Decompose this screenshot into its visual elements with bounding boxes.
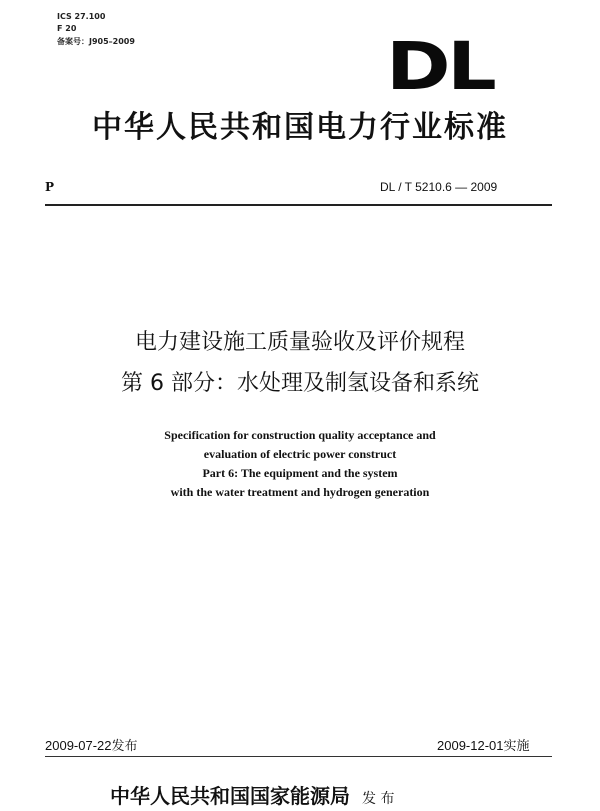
english-title-line-4: with the water treatment and hydrogen generation (170, 485, 430, 499)
chinese-title-line-2: 第 6 部分：水处理及制氢设备和系统 (121, 371, 479, 396)
ics-code: ICS 27.100 (57, 12, 106, 21)
classification-code: F 20 (57, 24, 77, 33)
footer-divider (45, 756, 552, 757)
english-title-line-2: evaluation of electric power construct (203, 447, 397, 461)
publish-date: 2009-07-22发布 (45, 738, 138, 753)
issuer-action: 发 布 (362, 791, 395, 807)
english-title-line-3: Part 6: The equipment and the system (202, 466, 398, 480)
record-number: 备案号：J905–2009 (57, 37, 135, 46)
issuing-industry-title: 中华人民共和国电力行业标准 (92, 110, 508, 145)
category-mark: P (45, 180, 55, 194)
implement-date: 2009-12-01实施 (437, 738, 530, 753)
issuer (110, 784, 394, 811)
dl-logo: DL (386, 28, 494, 105)
chinese-title-line-1: 电力建设施工质量验收及评价规程 (134, 330, 465, 355)
standard-number: DL / T 5210.6 — 2009 (380, 180, 498, 194)
header-divider (45, 204, 552, 206)
issuer-name: 中华人民共和国国家能源局 (110, 784, 350, 808)
english-title-line-1: Specification for construction quality acceptance and (164, 428, 436, 442)
